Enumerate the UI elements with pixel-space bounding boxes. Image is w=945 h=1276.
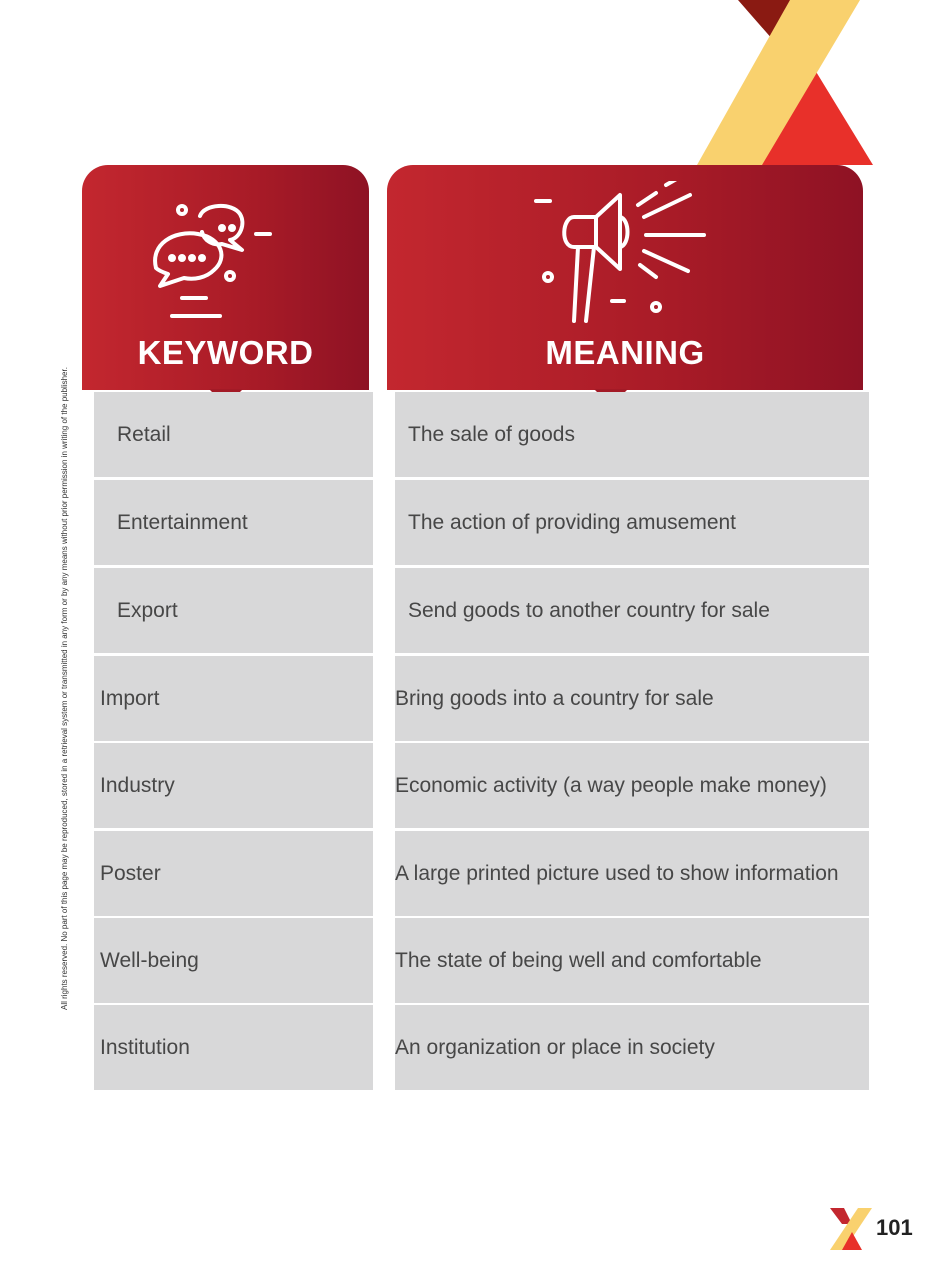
meaning-text: The action of providing amusement xyxy=(408,510,737,534)
keyword-cell xyxy=(94,831,373,916)
keyword-text: Institution xyxy=(100,1035,190,1059)
meaning-cell xyxy=(395,480,869,565)
meaning-cell xyxy=(395,918,869,1003)
meaning-cell xyxy=(395,656,869,741)
speech-bubbles-icon xyxy=(150,198,290,323)
meaning-text: Bring goods into a country for sale xyxy=(395,686,714,710)
meaning-text: Economic activity (a way people make money) xyxy=(395,773,827,797)
keyword-text: Import xyxy=(100,686,160,710)
keyword-text: Industry xyxy=(100,773,175,797)
keyword-cell xyxy=(94,568,373,653)
keyword-text: Well-being xyxy=(100,948,199,972)
meaning-text: A large printed picture used to show information xyxy=(395,861,839,885)
meaning-header xyxy=(387,165,863,390)
keyword-cell xyxy=(94,392,373,477)
keyword-title: KEYWORD xyxy=(137,334,314,371)
meaning-text: The state of being well and comfortable xyxy=(395,948,762,972)
meaning-cell xyxy=(395,392,869,477)
keyword-cell xyxy=(94,918,373,1003)
megaphone-icon xyxy=(534,181,714,326)
meaning-cell xyxy=(395,831,869,916)
keyword-cell xyxy=(94,480,373,565)
keyword-text: Export xyxy=(117,598,178,622)
keyword-cell xyxy=(94,656,373,741)
meaning-cell xyxy=(395,568,869,653)
keyword-text: Entertainment xyxy=(117,510,248,534)
keyword-text: Retail xyxy=(117,422,171,446)
meaning-cell xyxy=(395,1005,869,1090)
keyword-text: Poster xyxy=(100,861,161,885)
corner-decoration xyxy=(0,0,945,170)
copyright-note: All rights reserved. No part of this page may be reproduced, stored in a retrieval system or transmitted in any form or by any means without prior permission in writing of the publisher. xyxy=(60,367,69,1010)
keyword-cell xyxy=(94,1005,373,1090)
meaning-title: MEANING xyxy=(545,334,705,371)
page-number: 101 xyxy=(876,1215,913,1240)
meaning-text: The sale of goods xyxy=(408,422,575,446)
page-logo-icon xyxy=(828,1206,872,1252)
keyword-cell xyxy=(94,743,373,828)
meaning-cell xyxy=(395,743,869,828)
keyword-header xyxy=(82,165,369,390)
meaning-text: An organization or place in society xyxy=(395,1035,715,1059)
meaning-text: Send goods to another country for sale xyxy=(408,598,770,622)
